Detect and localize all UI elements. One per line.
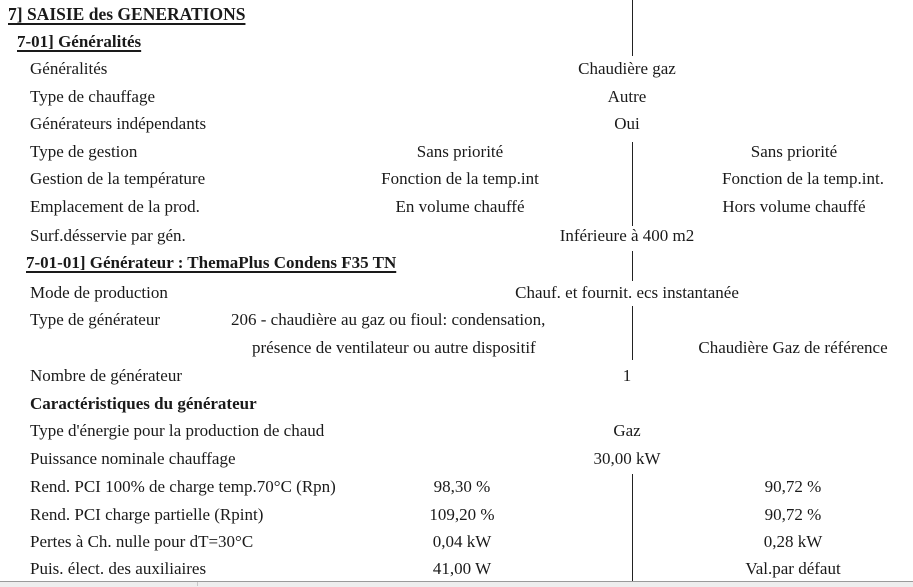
field-value-right: 0,28 kW <box>763 532 823 551</box>
field-value-right: 90,72 % <box>764 505 822 524</box>
bottom-panel-separator <box>197 582 198 586</box>
column-divider <box>632 474 633 586</box>
field-label: Type de générateur <box>30 310 161 329</box>
field-value-right: Sans priorité <box>750 142 838 161</box>
field-label: Puissance nominale chauffage <box>30 449 236 468</box>
column-divider <box>632 0 633 56</box>
field-label: Type de gestion <box>30 142 138 161</box>
field-label: Généralités <box>30 59 108 78</box>
field-label: Mode de production <box>30 283 168 302</box>
field-label: Nombre de générateur <box>30 366 182 385</box>
field-value-left: 41,00 W <box>432 559 492 578</box>
field-label: Type de chauffage <box>30 87 155 106</box>
field-label: Rend. PCI charge partielle (Rpint) <box>30 505 264 524</box>
field-value: 30,00 kW <box>593 449 661 468</box>
field-value-right: Hors volume chauffé <box>722 197 866 216</box>
field-value-left: 0,04 kW <box>432 532 492 551</box>
field-value: Inférieure à 400 m2 <box>559 226 695 245</box>
field-label: Générateurs indépendants <box>30 114 207 133</box>
characteristics-title: Caractéristiques du générateur <box>30 394 257 413</box>
column-divider <box>632 142 633 226</box>
field-label: Pertes à Ch. nulle pour dT=30°C <box>30 532 254 551</box>
field-value-left: 98,30 % <box>433 477 491 496</box>
column-divider <box>632 306 633 360</box>
field-label: Puis. élect. des auxiliaires <box>30 559 207 578</box>
field-value-right: 90,72 % <box>764 477 822 496</box>
subsection-title: 7-01] Généralités <box>17 32 142 51</box>
field-value-left: 109,20 % <box>429 505 495 524</box>
field-value: Chaudière gaz <box>578 59 676 78</box>
field-value: Chauf. et fournit. ecs instantanée <box>515 283 739 302</box>
field-value: Gaz <box>613 421 641 440</box>
field-value-right: Chaudière Gaz de référence <box>698 338 888 357</box>
field-value: 1 <box>622 366 632 385</box>
field-value-left: Sans priorité <box>416 142 504 161</box>
column-divider <box>632 251 633 281</box>
field-label: Surf.désservie par gén. <box>30 226 186 245</box>
bottom-panel-edge <box>0 581 913 587</box>
field-value-right: Fonction de la temp.int. <box>722 169 884 188</box>
field-value-left: En volume chauffé <box>395 197 525 216</box>
field-value: Oui <box>614 114 640 133</box>
field-label: Rend. PCI 100% de charge temp.70°C (Rpn) <box>30 477 336 496</box>
section-title: 7] SAISIE des GENERATIONS <box>8 4 246 24</box>
field-value-left: Fonction de la temp.int <box>381 169 539 188</box>
field-value-left-continued: présence de ventilateur ou autre dispositif <box>252 338 536 357</box>
field-label: Type d'énergie pour la production de chaud <box>30 421 325 440</box>
field-value-left: 206 - chaudière au gaz ou fioul: condensation, <box>231 310 546 329</box>
field-label: Gestion de la température <box>30 169 206 188</box>
field-value: Autre <box>607 87 647 106</box>
generator-title: 7-01-01] Générateur : ThemaPlus Condens F35 TN <box>26 253 397 272</box>
field-value-right: Val.par défaut <box>745 559 841 578</box>
field-label: Emplacement de la prod. <box>30 197 200 216</box>
